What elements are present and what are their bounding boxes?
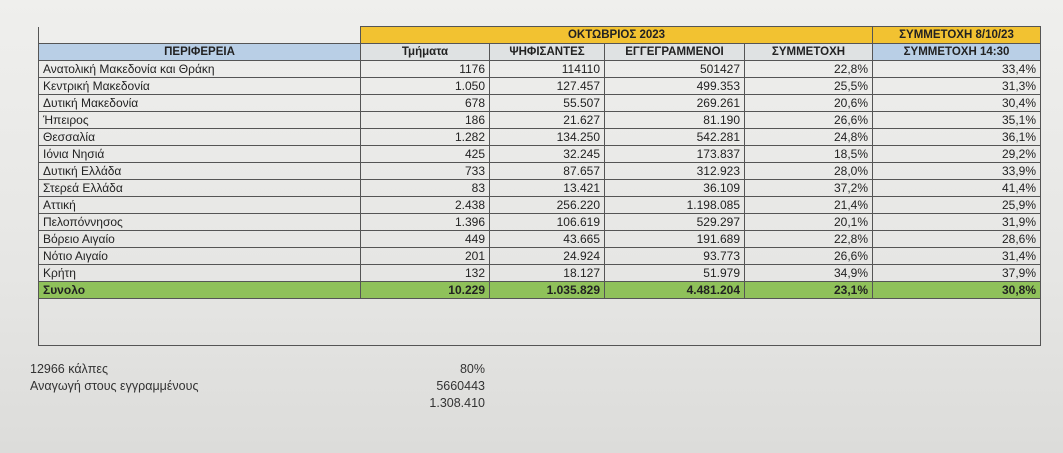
registered-cell: 1.198.085 xyxy=(605,197,745,214)
voters-cell: 1.035.829 xyxy=(490,282,605,299)
registered-cell: 173.837 xyxy=(605,146,745,163)
header-blank-cell xyxy=(39,27,361,44)
turnout-cell: 23,1% xyxy=(745,282,873,299)
sections-cell: 425 xyxy=(361,146,490,163)
turnout-cell: 28,0% xyxy=(745,163,873,180)
period-header: ΟΚΤΩΒΡΙΟΣ 2023 xyxy=(361,27,873,44)
table-row xyxy=(39,231,1041,248)
voters-cell: 106.619 xyxy=(490,214,605,231)
registered-cell: 529.297 xyxy=(605,214,745,231)
sections-cell: 1.282 xyxy=(361,129,490,146)
sections-cell: 733 xyxy=(361,163,490,180)
region-cell: Αττική xyxy=(39,197,361,214)
empty-row xyxy=(39,299,1041,346)
registered-cell: 81.190 xyxy=(605,112,745,129)
ballots-label: 12966 κάλπες xyxy=(30,362,109,376)
region-cell: Στερεά Ελλάδα xyxy=(39,180,361,197)
registered-cell: 312.923 xyxy=(605,163,745,180)
region-cell: Συνολο xyxy=(39,282,361,299)
turnout-cell: 22,8% xyxy=(745,61,873,78)
voters-cell: 55.507 xyxy=(490,95,605,112)
ballots-percentage: 80% xyxy=(459,362,485,376)
turnout-1430-cell: 37,9% xyxy=(873,265,1041,282)
region-cell: Βόρειο Αιγαίο xyxy=(39,231,361,248)
turnout-cell: 26,6% xyxy=(745,248,873,265)
table-row xyxy=(39,78,1041,95)
turnout-1430-cell: 41,4% xyxy=(873,180,1041,197)
registered-cell: 542.281 xyxy=(605,129,745,146)
turnout-column-header: ΣΥΜΜΕΤΟΧΗ xyxy=(745,44,873,61)
voters-cell: 32.245 xyxy=(490,146,605,163)
turnout-cell: 37,2% xyxy=(745,180,873,197)
turnout-1430-cell: 28,6% xyxy=(873,231,1041,248)
table-row xyxy=(39,163,1041,180)
turnout-cell: 18,5% xyxy=(745,146,873,163)
table-row xyxy=(39,129,1041,146)
turnout-1430-cell: 33,4% xyxy=(873,61,1041,78)
projection-label: Αναγωγή στους εγγραμμένους xyxy=(30,379,199,393)
sections-cell: 1176 xyxy=(361,61,490,78)
sections-cell: 2.438 xyxy=(361,197,490,214)
sections-cell: 10.229 xyxy=(361,282,490,299)
turnout-cell: 22,8% xyxy=(745,231,873,248)
sections-cell: 201 xyxy=(361,248,490,265)
voters-cell: 21.627 xyxy=(490,112,605,129)
voters-column-header: ΨΗΦΙΣΑΝΤΕΣ xyxy=(490,44,605,61)
voters-cell: 256.220 xyxy=(490,197,605,214)
registered-cell: 191.689 xyxy=(605,231,745,248)
region-cell: Δυτική Ελλάδα xyxy=(39,163,361,180)
voters-cell: 13.421 xyxy=(490,180,605,197)
region-cell: Νότιο Αιγαίο xyxy=(39,248,361,265)
voters-cell: 134.250 xyxy=(490,129,605,146)
turnout-1430-cell: 31,9% xyxy=(873,214,1041,231)
registered-cell: 93.773 xyxy=(605,248,745,265)
table-row xyxy=(39,265,1041,282)
voters-cell: 24.924 xyxy=(490,248,605,265)
region-cell: Πελοπόννησος xyxy=(39,214,361,231)
turnout-table xyxy=(38,26,1041,346)
registered-cell: 36.109 xyxy=(605,180,745,197)
header-row-2 xyxy=(39,44,1041,61)
turnout-cell: 21,4% xyxy=(745,197,873,214)
sections-cell: 132 xyxy=(361,265,490,282)
region-cell: Ιόνια Νησιά xyxy=(39,146,361,163)
registered-cell: 51.979 xyxy=(605,265,745,282)
region-cell: Ανατολική Μακεδονία και Θράκη xyxy=(39,61,361,78)
region-cell: Κρήτη xyxy=(39,265,361,282)
sections-cell: 1.050 xyxy=(361,78,490,95)
turnout-1430-cell: 30,4% xyxy=(873,95,1041,112)
sections-cell: 1.396 xyxy=(361,214,490,231)
turnout-cell: 20,1% xyxy=(745,214,873,231)
region-cell: Θεσσαλία xyxy=(39,129,361,146)
region-cell: Ήπειρος xyxy=(39,112,361,129)
turnout-time-column-header: ΣΥΜΜΕΤΟΧΗ 14:30 xyxy=(873,44,1041,61)
table-row xyxy=(39,95,1041,112)
sections-cell: 449 xyxy=(361,231,490,248)
table-row xyxy=(39,197,1041,214)
extra-value: 1.308.410 xyxy=(429,396,485,410)
voters-cell: 127.457 xyxy=(490,78,605,95)
table-row xyxy=(39,214,1041,231)
turnout-1430-cell: 31,4% xyxy=(873,248,1041,265)
turnout-1430-cell: 25,9% xyxy=(873,197,1041,214)
table-row xyxy=(39,248,1041,265)
turnout-1430-cell: 35,1% xyxy=(873,112,1041,129)
voters-cell: 18.127 xyxy=(490,265,605,282)
registered-cell: 269.261 xyxy=(605,95,745,112)
turnout-cell: 20,6% xyxy=(745,95,873,112)
registered-cell: 499.353 xyxy=(605,78,745,95)
table-row xyxy=(39,146,1041,163)
turnout-1430-cell: 30,8% xyxy=(873,282,1041,299)
turnout-1430-cell: 31,3% xyxy=(873,78,1041,95)
voters-cell: 43.665 xyxy=(490,231,605,248)
voters-cell: 114110 xyxy=(490,61,605,78)
turnout-date-header: ΣΥΜΜΕΤΟΧΗ 8/10/23 xyxy=(873,27,1041,44)
voters-cell: 87.657 xyxy=(490,163,605,180)
turnout-cell: 34,9% xyxy=(745,265,873,282)
table-row xyxy=(39,112,1041,129)
registered-cell: 4.481.204 xyxy=(605,282,745,299)
table-row xyxy=(39,180,1041,197)
sections-column-header: Τμήματα xyxy=(361,44,490,61)
region-column-header: ΠΕΡΙΦΕΡΕΙΑ xyxy=(39,44,361,61)
sections-cell: 678 xyxy=(361,95,490,112)
registered-cell: 501427 xyxy=(605,61,745,78)
turnout-cell: 26,6% xyxy=(745,112,873,129)
total-row xyxy=(39,282,1041,299)
projection-value: 5660443 xyxy=(436,379,485,393)
turnout-cell: 25,5% xyxy=(745,78,873,95)
turnout-1430-cell: 29,2% xyxy=(873,146,1041,163)
region-cell: Δυτική Μακεδονία xyxy=(39,95,361,112)
registered-column-header: ΕΓΓΕΓΡΑΜΜΕΝΟΙ xyxy=(605,44,745,61)
sections-cell: 83 xyxy=(361,180,490,197)
turnout-1430-cell: 33,9% xyxy=(873,163,1041,180)
empty-cell xyxy=(39,299,1041,346)
sections-cell: 186 xyxy=(361,112,490,129)
turnout-cell: 24,8% xyxy=(745,129,873,146)
table-row xyxy=(39,61,1041,78)
header-row-1 xyxy=(39,27,1041,44)
turnout-1430-cell: 36,1% xyxy=(873,129,1041,146)
region-cell: Κεντρική Μακεδονία xyxy=(39,78,361,95)
